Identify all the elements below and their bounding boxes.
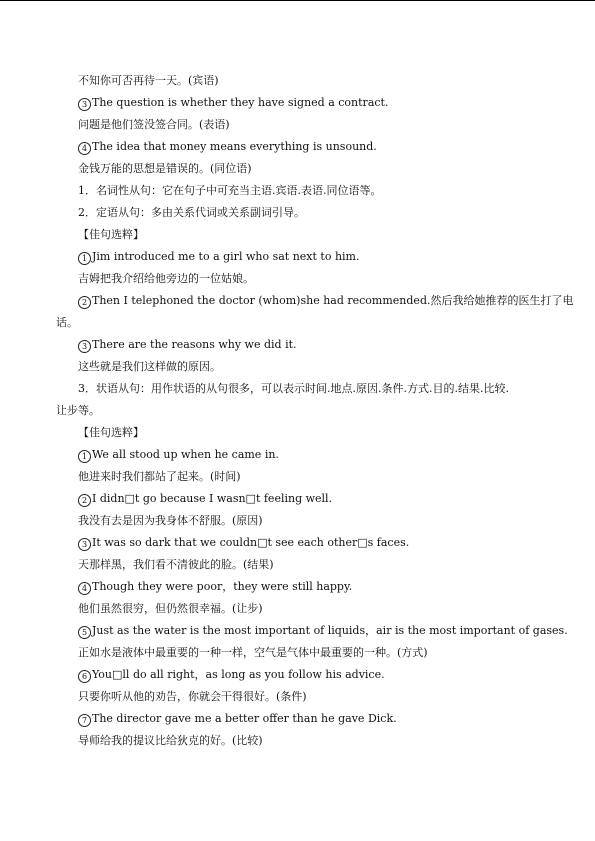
text-line <box>56 708 541 730</box>
circled-number: 1 <box>78 450 91 463</box>
text-line <box>56 224 541 246</box>
line-text: 2．定语从句：多由关系代词或关系副词引导。 <box>78 206 305 219</box>
text-line <box>56 444 541 466</box>
line-text: 正如水是液体中最重要的一种一样，空气是气体中最重要的一种。(方式) <box>78 646 428 659</box>
line-text: 【佳句选粹】 <box>78 426 144 439</box>
text-line <box>56 488 541 510</box>
text-line <box>56 92 541 114</box>
text-line <box>56 246 541 268</box>
line-text: The idea that money means everything is unsound. <box>92 140 377 153</box>
text-line <box>56 730 541 752</box>
line-text: We all stood up when he came in. <box>92 448 279 461</box>
line-text: You□ll do all right，as long as you follow his advice. <box>92 668 385 681</box>
text-line <box>56 686 541 708</box>
text-line <box>56 664 541 686</box>
text-line <box>56 356 541 378</box>
circled-number: 4 <box>78 142 91 155</box>
line-text: Jim introduced me to a girl who sat next to him. <box>92 250 360 263</box>
line-text: 【佳句选粹】 <box>78 228 144 241</box>
circled-number: 3 <box>78 98 91 111</box>
line-text: 金钱万能的思想是错误的。(同位语) <box>78 162 252 175</box>
text-line <box>56 290 574 312</box>
text-line <box>56 598 541 620</box>
circled-number: 7 <box>78 714 91 727</box>
line-text: 导师给我的提议比给狄克的好。(比较) <box>78 734 263 747</box>
circled-number: 2 <box>78 494 91 507</box>
line-text: 问题是他们签没签合同。(表语) <box>78 118 230 131</box>
text-line <box>56 422 541 444</box>
circled-number: 2 <box>78 296 91 309</box>
text-line <box>56 466 541 488</box>
circled-number: 3 <box>78 538 91 551</box>
text-line <box>56 510 541 532</box>
circled-number: 6 <box>78 670 91 683</box>
line-text: 天那样黑，我们看不清彼此的脸。(结果) <box>78 558 274 571</box>
document-body <box>56 70 574 752</box>
line-text: The question is whether they have signed a contract. <box>92 96 389 109</box>
text-line <box>56 70 541 92</box>
line-text: 话。 <box>56 316 78 329</box>
text-line <box>56 554 541 576</box>
line-text: 不知你可否再待一天。(宾语) <box>78 74 219 87</box>
line-text: 这些就是我们这样做的原因。 <box>78 360 221 373</box>
text-line <box>56 268 541 290</box>
line-text: 让步等。 <box>56 404 100 417</box>
line-text: 他们虽然很穷，但仍然很幸福。(让步) <box>78 602 263 615</box>
text-line <box>56 532 541 554</box>
line-text: 我没有去是因为我身体不舒服。(原因) <box>78 514 263 527</box>
line-text: 1．名词性从句：它在句子中可充当主语.宾语.表语.同位语等。 <box>78 184 382 197</box>
line-text: 3．状语从句：用作状语的从句很多，可以表示时间.地点.原因.条件.方式.目的.结果.比较. <box>78 382 509 395</box>
text-line <box>56 180 541 202</box>
text-line <box>56 312 541 334</box>
text-line <box>56 400 541 422</box>
circled-number: 4 <box>78 582 91 595</box>
text-line <box>56 378 541 400</box>
line-text: Just as the water is the most important of liquids，air is the most important of gases. <box>92 624 568 637</box>
line-text: 只要你听从他的劝告，你就会干得很好。(条件) <box>78 690 307 703</box>
line-text: It was so dark that we couldn□t see each other□s faces. <box>92 536 410 549</box>
text-line <box>56 136 541 158</box>
text-line <box>56 576 541 598</box>
line-text: There are the reasons why we did it. <box>92 338 297 351</box>
text-line <box>56 158 541 180</box>
circled-number: 1 <box>78 252 91 265</box>
header-rule <box>0 0 595 1</box>
text-line <box>56 620 568 642</box>
line-text: 吉姆把我介绍给他旁边的一位姑娘。 <box>78 272 254 285</box>
circled-number: 3 <box>78 340 91 353</box>
line-text: Though they were poor，they were still happy. <box>92 580 353 593</box>
circled-number: 5 <box>78 626 91 639</box>
text-line <box>56 114 541 136</box>
text-line <box>56 334 541 356</box>
line-text: I didn□t go because I wasn□t feeling well. <box>92 492 333 505</box>
line-text: Then I telephoned the doctor (whom)she had recommended.然后我给她推荐的医生打了电 <box>92 294 574 307</box>
text-line <box>56 202 541 224</box>
line-text: The director gave me a better offer than he gave Dick. <box>92 712 397 725</box>
text-line <box>56 642 541 664</box>
line-text: 他进来时我们都站了起来。(时间) <box>78 470 241 483</box>
